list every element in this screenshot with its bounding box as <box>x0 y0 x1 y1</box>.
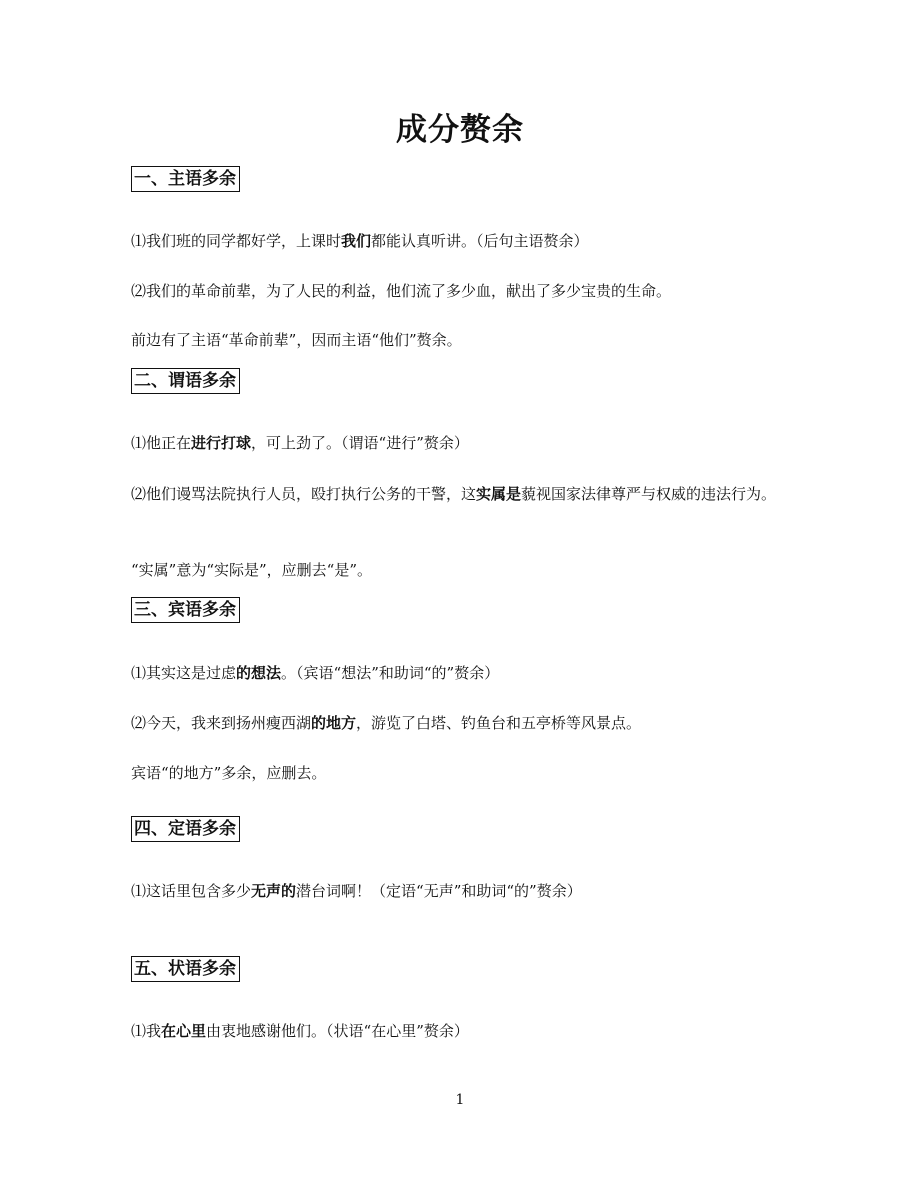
page-title: 成分赘余 <box>396 112 524 148</box>
paragraph: “实属”意为“实际是”，应删去“是”。 <box>131 561 373 579</box>
paragraph: ⑴这话里包含多少无声的潜台词啊！（定语“无声”和助词“的”赘余） <box>131 882 582 900</box>
paragraph: 前边有了主语“革命前辈”，因而主语“他们”赘余。 <box>131 331 462 349</box>
paragraph: ⑴我们班的同学都好学，上课时我们都能认真听讲。（后句主语赘余） <box>131 232 589 250</box>
section-heading-predicate: 二、谓语多余 <box>131 368 240 394</box>
paragraph: ⑵他们谩骂法院执行人员，殴打执行公务的干警，这实属是藐视国家法律尊严与权威的违法行为。 <box>131 485 777 503</box>
section-heading-subject: 一、主语多余 <box>131 166 240 192</box>
section-heading-adverbial: 五、状语多余 <box>131 956 240 982</box>
paragraph: ⑵我们的革命前辈，为了人民的利益，他们流了多少血，献出了多少宝贵的生命。 <box>131 282 672 300</box>
paragraph: ⑴我在心里由衷地感谢他们。（状语“在心里”赘余） <box>131 1022 469 1040</box>
paragraph: ⑵今天，我来到扬州瘦西湖的地方，游览了白塔、钓鱼台和五亭桥等风景点。 <box>131 714 642 732</box>
section-heading-object: 三、宾语多余 <box>131 597 240 623</box>
paragraph: ⑴他正在进行打球，可上劲了。（谓语“进行”赘余） <box>131 434 469 452</box>
page-number: 1 <box>455 1092 465 1108</box>
section-heading-attribute: 四、定语多余 <box>131 816 240 842</box>
paragraph: ⑴其实这是过虑的想法。（宾语“想法”和助词“的”赘余） <box>131 664 500 682</box>
paragraph: 宾语“的地方”多余，应删去。 <box>131 764 327 782</box>
